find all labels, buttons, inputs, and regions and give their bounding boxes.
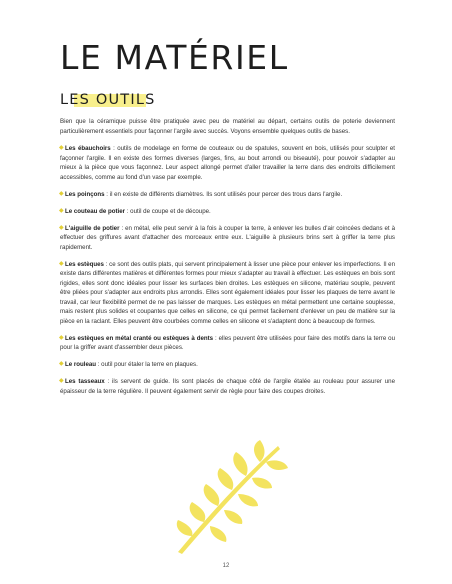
item-text: : outils de modelage en forme de couteaux ou de spatules, souvent en bois, utilisés pour sculpter et façonner l'argile. Il en existe des formes diverses (larges, fins, au bout arrondi ou biseauté), pour pouvoir s'adapter au mieux à la pièce que vous façonnez. Leur aspect allongé permet d'aller travailler la terre dans des endroits difficilement accessibles, comme au fond d'un vase par exemple. xyxy=(60,145,395,181)
page-title: LE MATÉRIEL xyxy=(60,38,289,77)
list-item xyxy=(60,224,395,253)
content-body xyxy=(60,117,395,404)
item-term: Les estèques xyxy=(65,260,104,268)
diamond-bullet-icon: ◆ xyxy=(59,260,64,267)
diamond-bullet-icon: ◆ xyxy=(59,224,64,231)
item-text: : outil pour étaler la terre en plaques. xyxy=(96,361,198,368)
item-term: Les estèques en métal cranté ou estèques à dents xyxy=(65,334,214,342)
item-text: : en métal, elle peut servir à la fois à couper la terre, à enlever les bulles d'air coincées dedans et à effectuer des griffures avant d'attacher des morceaux entre eux. L'aiguille à plusieurs brins sert à griffer la terre plus rapidement. xyxy=(60,224,395,251)
item-text: : outil de coupe et de découpe. xyxy=(125,207,211,215)
list-item xyxy=(60,144,395,182)
list-item xyxy=(60,334,395,353)
section-header xyxy=(60,92,156,108)
diamond-bullet-icon: ◆ xyxy=(59,190,64,197)
section-title: LES OUTILS xyxy=(60,92,156,108)
tools-list xyxy=(60,144,395,396)
item-term: Les tasseaux xyxy=(65,378,105,385)
diamond-bullet-icon: ◆ xyxy=(59,207,64,214)
list-item xyxy=(60,207,395,217)
item-term: L'aiguille de potier xyxy=(65,224,120,232)
item-term: Les ébauchoirs xyxy=(65,145,111,152)
list-item xyxy=(60,360,395,370)
leaf-branch-icon xyxy=(160,440,290,560)
item-text: : elles peuvent être utilisées pour faire des motifs dans la terre ou pour la griffer avant d'assembler deux pièces. xyxy=(60,334,395,351)
item-term: Le rouleau xyxy=(65,361,97,368)
list-item xyxy=(60,377,395,396)
item-term: Le couteau de potier xyxy=(65,207,126,215)
list-item xyxy=(60,260,395,327)
diamond-bullet-icon: ◆ xyxy=(59,378,64,384)
item-text: : il en existe de différents diamètres. Ils sont utilisés pour percer des trous dans l'argile. xyxy=(104,190,343,198)
diamond-bullet-icon: ◆ xyxy=(59,361,64,367)
diamond-bullet-icon: ◆ xyxy=(59,334,64,341)
intro-paragraph: Bien que la céramique puisse être pratiquée avec peu de matériel au départ, certains outils de poterie deviennent particulièrement essentiels pour façonner l'argile avec succès. Voyons ensemble quelques outils de bases. xyxy=(60,118,395,135)
diamond-bullet-icon: ◆ xyxy=(59,145,64,151)
page-number: 12 xyxy=(222,563,230,569)
item-text: : ce sont des outils plats, qui servent principalement à lisser une pièce pour enlever les imperfections. Il en existe dans différentes matières et différentes formes pour mieux s'adapter au travail à effectuer. Les estèques en bois sont rigides, elles sont donc idéales pour lisser les surfaces bien droites. Les estèques en silicone, matériau souple, peuvent être pliées pour s'adapter aux endroits plus arrondis. Elles sont également idéales pour lisser les plaques de terre avant le travail, car leur flexibilité permet de ne pas laisser de marques. Les estèques en métal permettent une certaine souplesse, mais restent plus solides et coupantes que celles en silicone, ce qui permet facilement d'enlever un peu de matière sur la pièce en la raclant. Elles peuvent être courbées comme celles en silicone et s'adaptent donc à beaucoup de formes. xyxy=(60,260,395,325)
list-item xyxy=(60,190,395,200)
item-term: Les poinçons xyxy=(65,190,105,198)
item-text: : ils servent de guide. Ils sont placés de chaque côté de l'argile étalée au rouleau pour assurer une épaisseur de la terre régulière. Il peuvent également servir de règle pour faire des coupes droites. xyxy=(60,378,395,395)
